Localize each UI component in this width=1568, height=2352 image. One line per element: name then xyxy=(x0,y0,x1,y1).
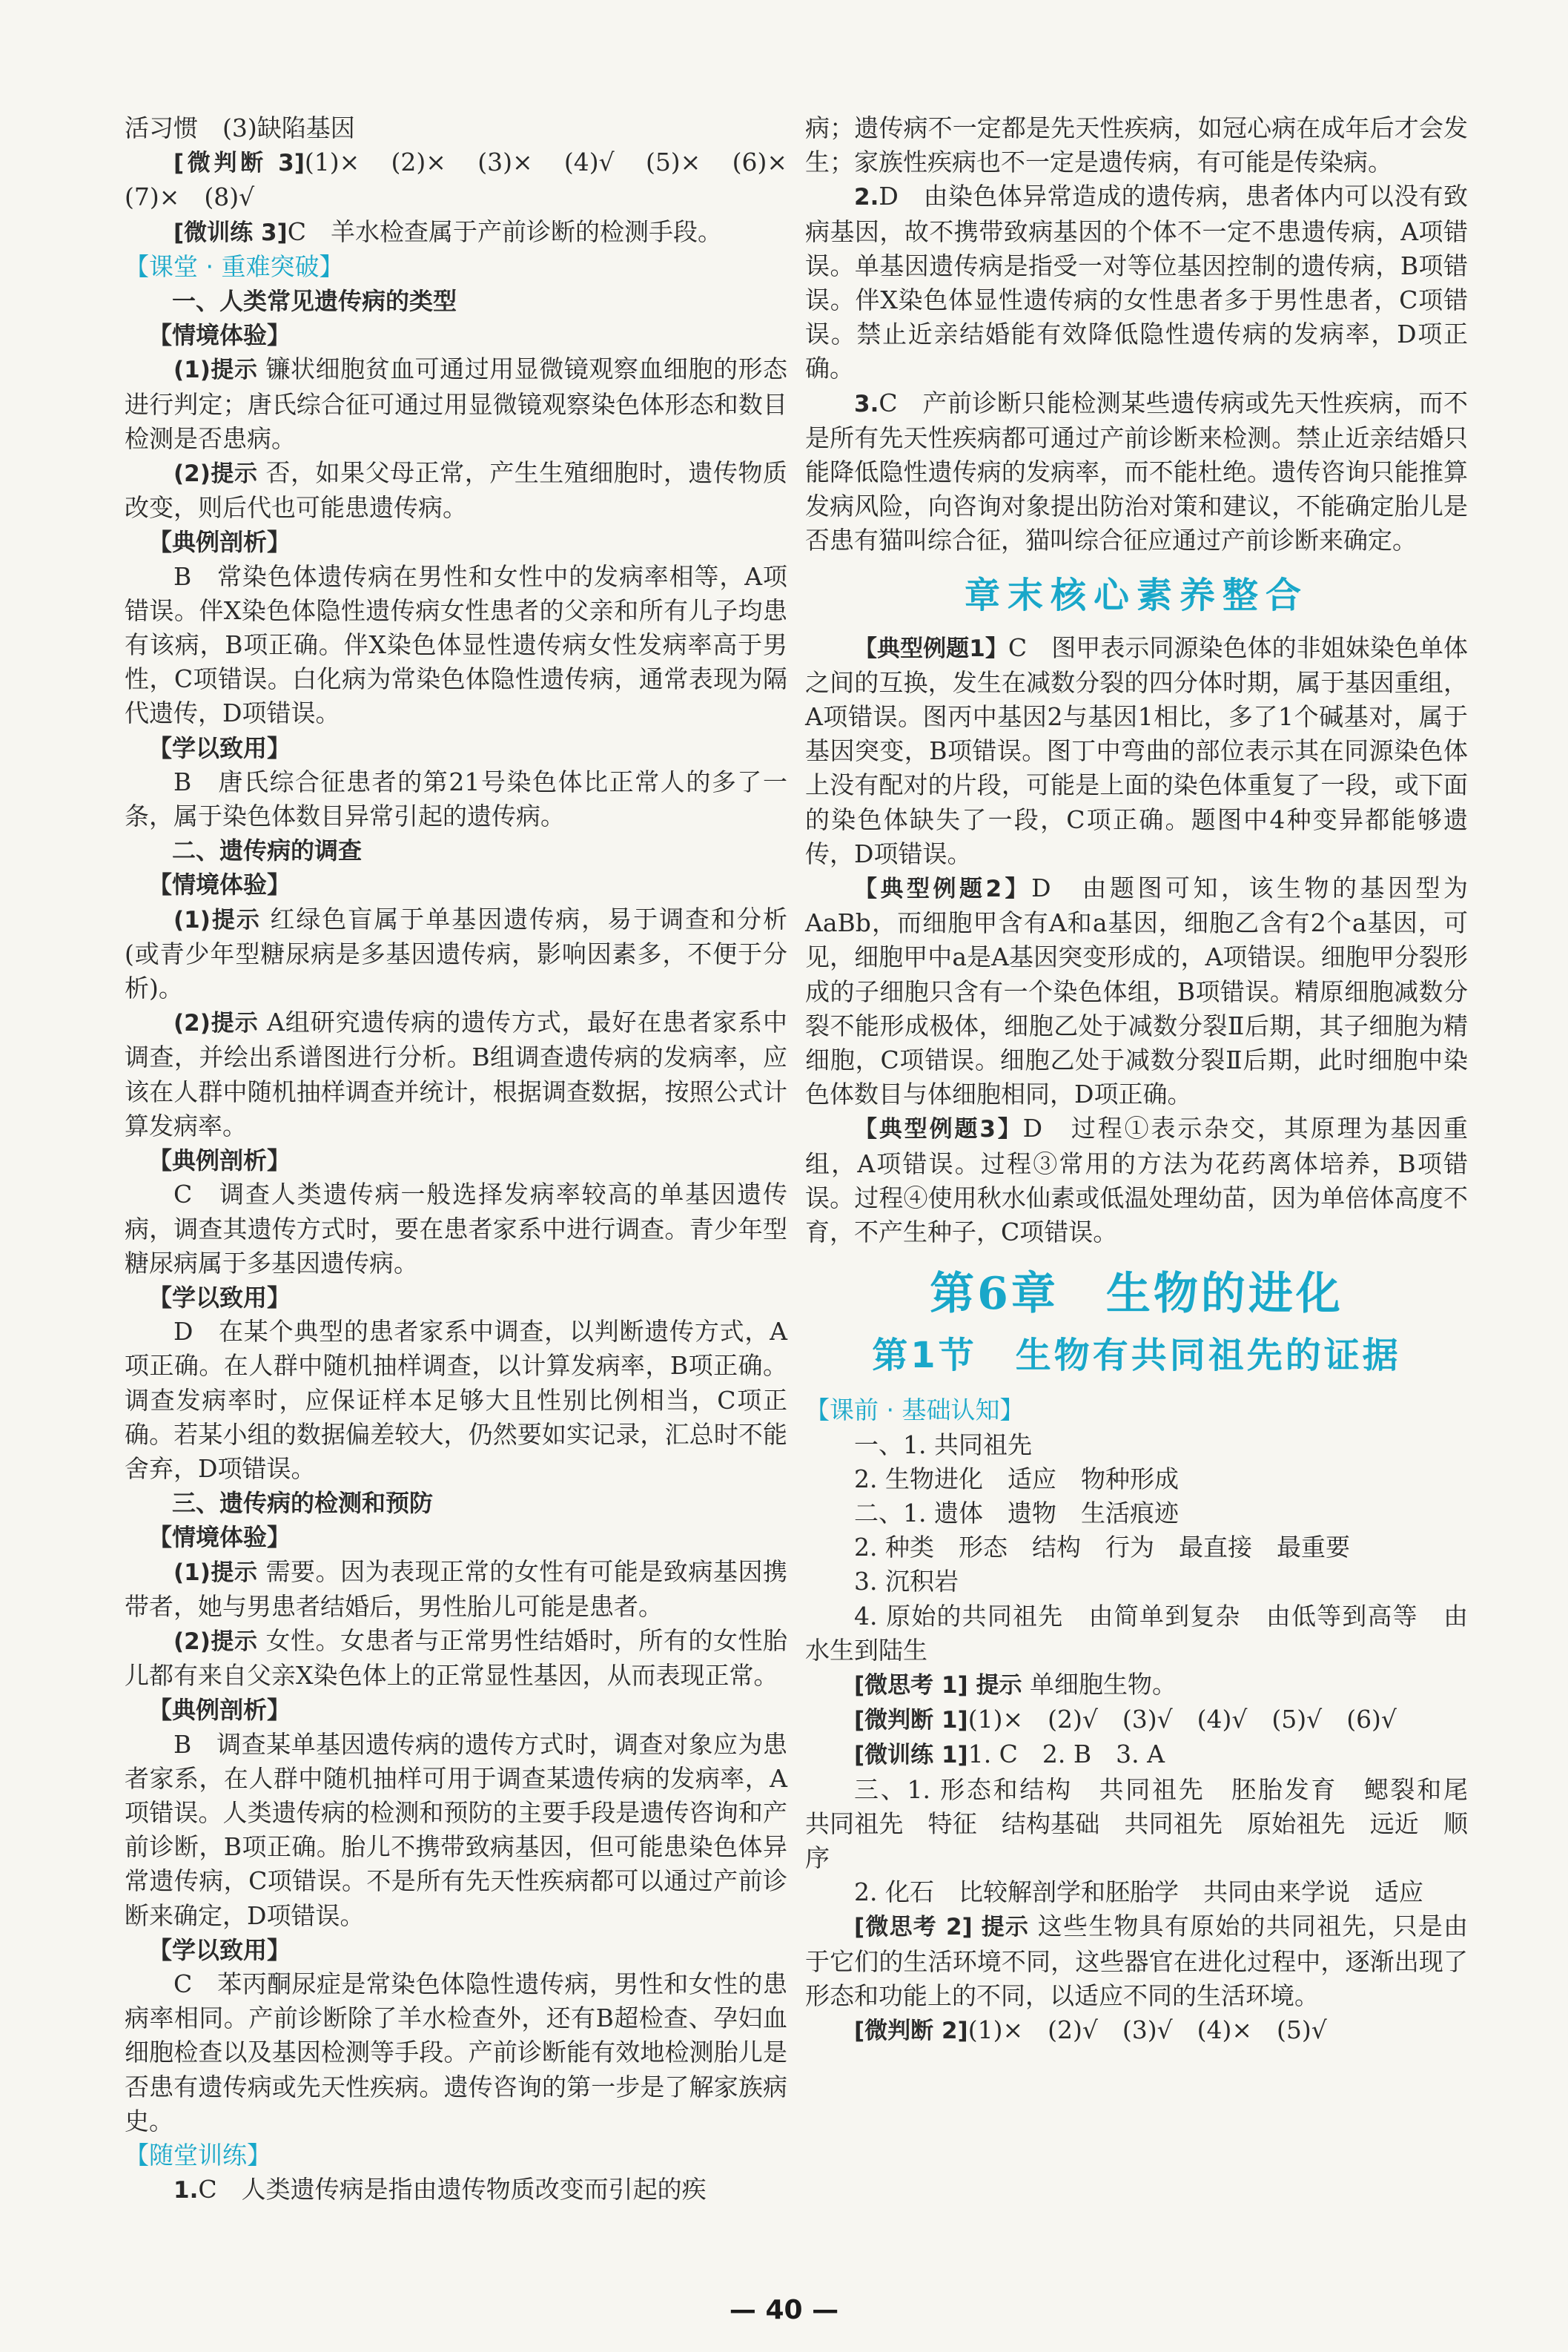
tag: 3. xyxy=(854,390,879,417)
heading-types: 一、人类常见遗传病的类型 xyxy=(172,287,457,316)
tag: (1)提示 xyxy=(173,906,261,934)
paragraph xyxy=(805,2013,1468,2048)
subheading: 【典例剖析】 xyxy=(148,1146,291,1175)
answer-line: 2. 种类 形态 结构 行为 最直接 最重要 xyxy=(854,1533,1350,1562)
paragraph xyxy=(125,456,787,525)
text: (1)× (2)√ (3)√ (4)× (5)√ xyxy=(967,2015,1327,2044)
text: D 由染色体异常造成的遗传病，患者体内可以没有致病基因，故不携带致病基因的个体不一定不患遗传病，A项错误。单基因遗传病是指受一对等位基因控制的遗传病，B项错误。伴X染色体显性遗传病的女性患者多于男性患者，C项错误。禁止近亲结婚能有效降低隐性遗传病的发病率，D项正确。 xyxy=(805,182,1468,383)
paragraph xyxy=(805,631,1468,871)
answer-paragraph xyxy=(125,215,787,250)
paragraph: B 调查某单基因遗传病的遗传方式时，调查对象应为患者家系，在人群中随机抽样可用于调查某遗传病的发病率，A项错误。人类遗传病的检测和预防的主要手段是遗传咨询和产前诊断，B项正确。胎儿不携带致病基因，但可能患染色体异常遗传病，C项错误。不是所有先天性疾病都可以通过产前诊断来确定，D项错误。 xyxy=(125,1729,787,1930)
tag: 2. xyxy=(854,184,879,211)
text: 红绿色盲属于单基因遗传病，易于调查和分析(或青少年型糖尿病是多基因遗传病，影响因素多，不便于分析)。 xyxy=(125,904,788,1003)
tag: 【典型例题3】 xyxy=(854,1116,1023,1143)
answer-line: 2. 生物进化 适应 物种形成 xyxy=(854,1464,1179,1493)
tag: (2)提示 xyxy=(173,460,258,488)
paragraph xyxy=(125,1005,787,1143)
paragraph xyxy=(805,179,1468,386)
paragraph: C 苯丙酮尿症是常染色体隐性遗传病，男性和女性的患病率相同。产前诊断除了羊水检查外，还有B超检查、孕妇血细胞检查以及基因检测等手段。产前诊断能有效地检测胎儿是否患有遗传病或先天性疾病。遗传咨询的第一步是了解家族病史。 xyxy=(125,1969,787,2135)
paragraph xyxy=(125,352,787,456)
section-label-practice: 【随堂训练】 xyxy=(125,2140,271,2170)
tag: [微判断 2] xyxy=(854,2017,968,2044)
text: 1. C 2. B 3. A xyxy=(967,1740,1165,1769)
tag: (2)提示 xyxy=(173,1010,259,1037)
answer-line: 2. 化石 比较解剖学和胚胎学 共同由来学说 适应 xyxy=(854,1877,1423,1907)
text: 需要。因为表现正常的女性有可能是致病基因携带者，她与男患者结婚后，男性胎儿可能是患者。 xyxy=(125,1556,787,1621)
right-column xyxy=(805,111,1492,2048)
text: (1)× (2)× (3)× (4)√ (5)× (6)× (7)× (8)√ xyxy=(125,148,813,212)
tag: [微思考 2] 提示 xyxy=(854,1914,1030,1941)
subheading: 【情境体验】 xyxy=(148,1523,291,1552)
paragraph xyxy=(805,1702,1468,1737)
paragraph xyxy=(805,1668,1468,1702)
paragraph: B 唐氏综合征患者的第21号染色体比正常人的多了一条，属于染色体数目异常引起的遗传病。 xyxy=(125,767,787,831)
subheading: 【学以致用】 xyxy=(148,1283,291,1312)
section-label-classroom: 【课堂 · 重难突破】 xyxy=(125,251,344,281)
paragraph xyxy=(125,2173,787,2207)
answer-line: 3. 沉积岩 xyxy=(854,1567,959,1596)
paragraph: B 常染色体遗传病在男性和女性中的发病率相等，A项错误。伴X染色体隐性遗传病女性患者的父亲和所有儿子均患有该病，B项正确。伴X染色体显性遗传病女性发病率高于男性，C项错误。白化病为常染色体隐性遗传病，通常表现为隔代遗传，D项错误。 xyxy=(125,561,787,728)
tag: 【典型例题2】 xyxy=(854,876,1032,903)
paragraph: 病；遗传病不一定都是先天性疾病，如冠心病在成年后才会发生；家族性疾病也不一定是遗传病，有可能是传染病。 xyxy=(805,113,1468,177)
section-label-preclass: 【课前 · 基础认知】 xyxy=(805,1395,1025,1425)
heading-detection: 三、遗传病的检测和预防 xyxy=(172,1489,434,1518)
tag: (1)提示 xyxy=(173,357,258,384)
tag: (2)提示 xyxy=(173,1628,258,1655)
text: D 过程①表示杂交，其原理为基因重组，A项错误。过程③常用的方法为花药离体培养，B项错误。过程④使用秋水仙素或低温处理幼苗，因为单倍体高度不育，不产生种子，C项错误。 xyxy=(805,1114,1468,1247)
tag: [微训练 1] xyxy=(854,1742,968,1769)
paragraph xyxy=(805,386,1468,558)
subheading: 【典例剖析】 xyxy=(148,1696,291,1725)
paragraph xyxy=(125,1555,787,1624)
text: C 产前诊断只能检测某些遗传病或先天性疾病，而不是所有先天性疾病都可通过产前诊断来检测。禁止近亲结婚只能降低隐性遗传病的发病率，而不能杜绝。遗传咨询只能推算发病风险，向咨询对象提出防治对策和建议，不能确定胎儿是否患有猫叫综合征，猫叫综合征应通过产前诊断来确定。 xyxy=(805,388,1468,555)
tag: 【典型例题1】 xyxy=(854,635,1008,662)
subheading: 【学以致用】 xyxy=(148,733,291,762)
subheading: 【情境体验】 xyxy=(148,871,291,899)
text: C 羊水检查属于产前诊断的检测手段。 xyxy=(287,217,722,246)
answer-line: 活习惯 (3)缺陷基因 xyxy=(125,113,355,142)
tag: [微训练 3] xyxy=(173,219,288,246)
answer-line: 三、1. 形态和结构 共同祖先 胚胎发育 鳃裂和尾 共同祖先 特征 结构基础 共同祖先 原始祖先 远近 顺序 xyxy=(805,1774,1492,1872)
tag: [微判断 3] xyxy=(173,150,305,177)
left-column xyxy=(125,111,813,2207)
answer-paragraph xyxy=(125,145,813,214)
tag: [微判断 1] xyxy=(854,1707,968,1734)
tag: [微思考 1] 提示 xyxy=(854,1671,1022,1699)
paragraph: D 在某个典型的患者家系中调查，以判断遗传方式，A项正确。在人群中随机抽样调查，以计算发病率，B项正确。调查发病率时，应保证样本足够大且性别比例相当，C项正确。若某小组的数据偏差较大，仍然要如实记录，汇总时不能舍弃，D项错误。 xyxy=(125,1317,787,1483)
text: 单细胞生物。 xyxy=(1030,1669,1177,1699)
tag: 1. xyxy=(173,2177,199,2204)
tag: (1)提示 xyxy=(173,1559,258,1586)
paragraph: C 调查人类遗传病一般选择发病率较高的单基因遗传病，调查其遗传方式时，要在患者家系中进行调查。青少年型糖尿病属于多基因遗传病。 xyxy=(125,1180,787,1278)
page-number: — 40 — xyxy=(729,2295,839,2325)
text: 女性。女患者与正常男性结婚时，所有的女性胎儿都有来自父亲X染色体上的正常显性基因，从而表现正常。 xyxy=(125,1625,787,1691)
subheading: 【学以致用】 xyxy=(148,1935,291,1964)
text: (1)× (2)√ (3)√ (4)√ (5)√ (6)√ xyxy=(967,1705,1397,1734)
answer-line: 一、1. 共同祖先 xyxy=(854,1430,1032,1459)
paragraph xyxy=(805,1737,1468,1772)
paragraph xyxy=(805,1909,1468,2013)
answer-line: 二、1. 遗体 遗物 生活痕迹 xyxy=(854,1498,1179,1527)
chapter-title: 第6章 生物的进化 xyxy=(930,1268,1343,1321)
section-title: 第1节 生物有共同祖先的证据 xyxy=(872,1335,1401,1377)
text: C 图甲表示同源染色体的非姐妹染色单体之间的互换，发生在减数分裂的四分体时期，属于基因重组，A项错误。图丙中基因2与基因1相比，多了1个碱基对，属于基因突变，B项错误。图丁中弯曲的部位表示其在同源染色体上没有配对的片段，可能是上面的染色体重复了一段，或下面的染色体缺失了一段，C项正确。题图中4种变异都能够遗传，D项错误。 xyxy=(805,632,1468,868)
paragraph xyxy=(125,1624,787,1693)
subheading: 【典例剖析】 xyxy=(148,528,291,557)
heading-survey: 二、遗传病的调查 xyxy=(172,836,363,865)
core-summary-title: 章末核心素养整合 xyxy=(964,574,1309,616)
paragraph xyxy=(125,902,787,1006)
text: D 由题图可知，该生物的基因型为AaBb，而细胞甲含有A和a基因，细胞乙含有2个a基因，可见，细胞甲中a是A基因突变形成的，A项错误。细胞甲分裂形成的子细胞只含有一个染色体组，B项错误。精原细胞减数分裂不能形成极体，细胞乙处于减数分裂Ⅱ后期，其子细胞为精细胞，C项错误。细胞乙处于减数分裂Ⅱ后期，此时细胞中染色体数目与体细胞相同，D项正确。 xyxy=(805,873,1468,1109)
text: C 人类遗传病是指由遗传物质改变而引起的疾 xyxy=(198,2175,707,2204)
text: 这些生物具有原始的共同祖先，只是由于它们的生活环境不同，这些器官在进化过程中，逐渐出现了形态和功能上的不同，以适应不同的生活环境。 xyxy=(805,1912,1468,2010)
paragraph xyxy=(805,1111,1468,1249)
text: A组研究遗传病的遗传方式，最好在患者家系中调查，并绘出系谱图进行分析。B组调查遗传病的发病率，应该在人群中随机抽样调查并统计，根据调查数据，按照公式计算发病率。 xyxy=(125,1008,787,1140)
text: 镰状细胞贫血可通过用显微镜观察血细胞的形态进行判定；唐氏综合征可通过用显微镜观察染色体形态和数目检测是否患病。 xyxy=(125,354,787,453)
paragraph xyxy=(805,871,1468,1111)
answer-line: 4. 原始的共同祖先 由简单到复杂 由低等到高等 由水生到陆生 xyxy=(805,1601,1468,1665)
text: 否，如果父母正常，产生生殖细胞时，遗传物质改变，则后代也可能患遗传病。 xyxy=(125,458,787,523)
subheading: 【情境体验】 xyxy=(148,321,291,350)
